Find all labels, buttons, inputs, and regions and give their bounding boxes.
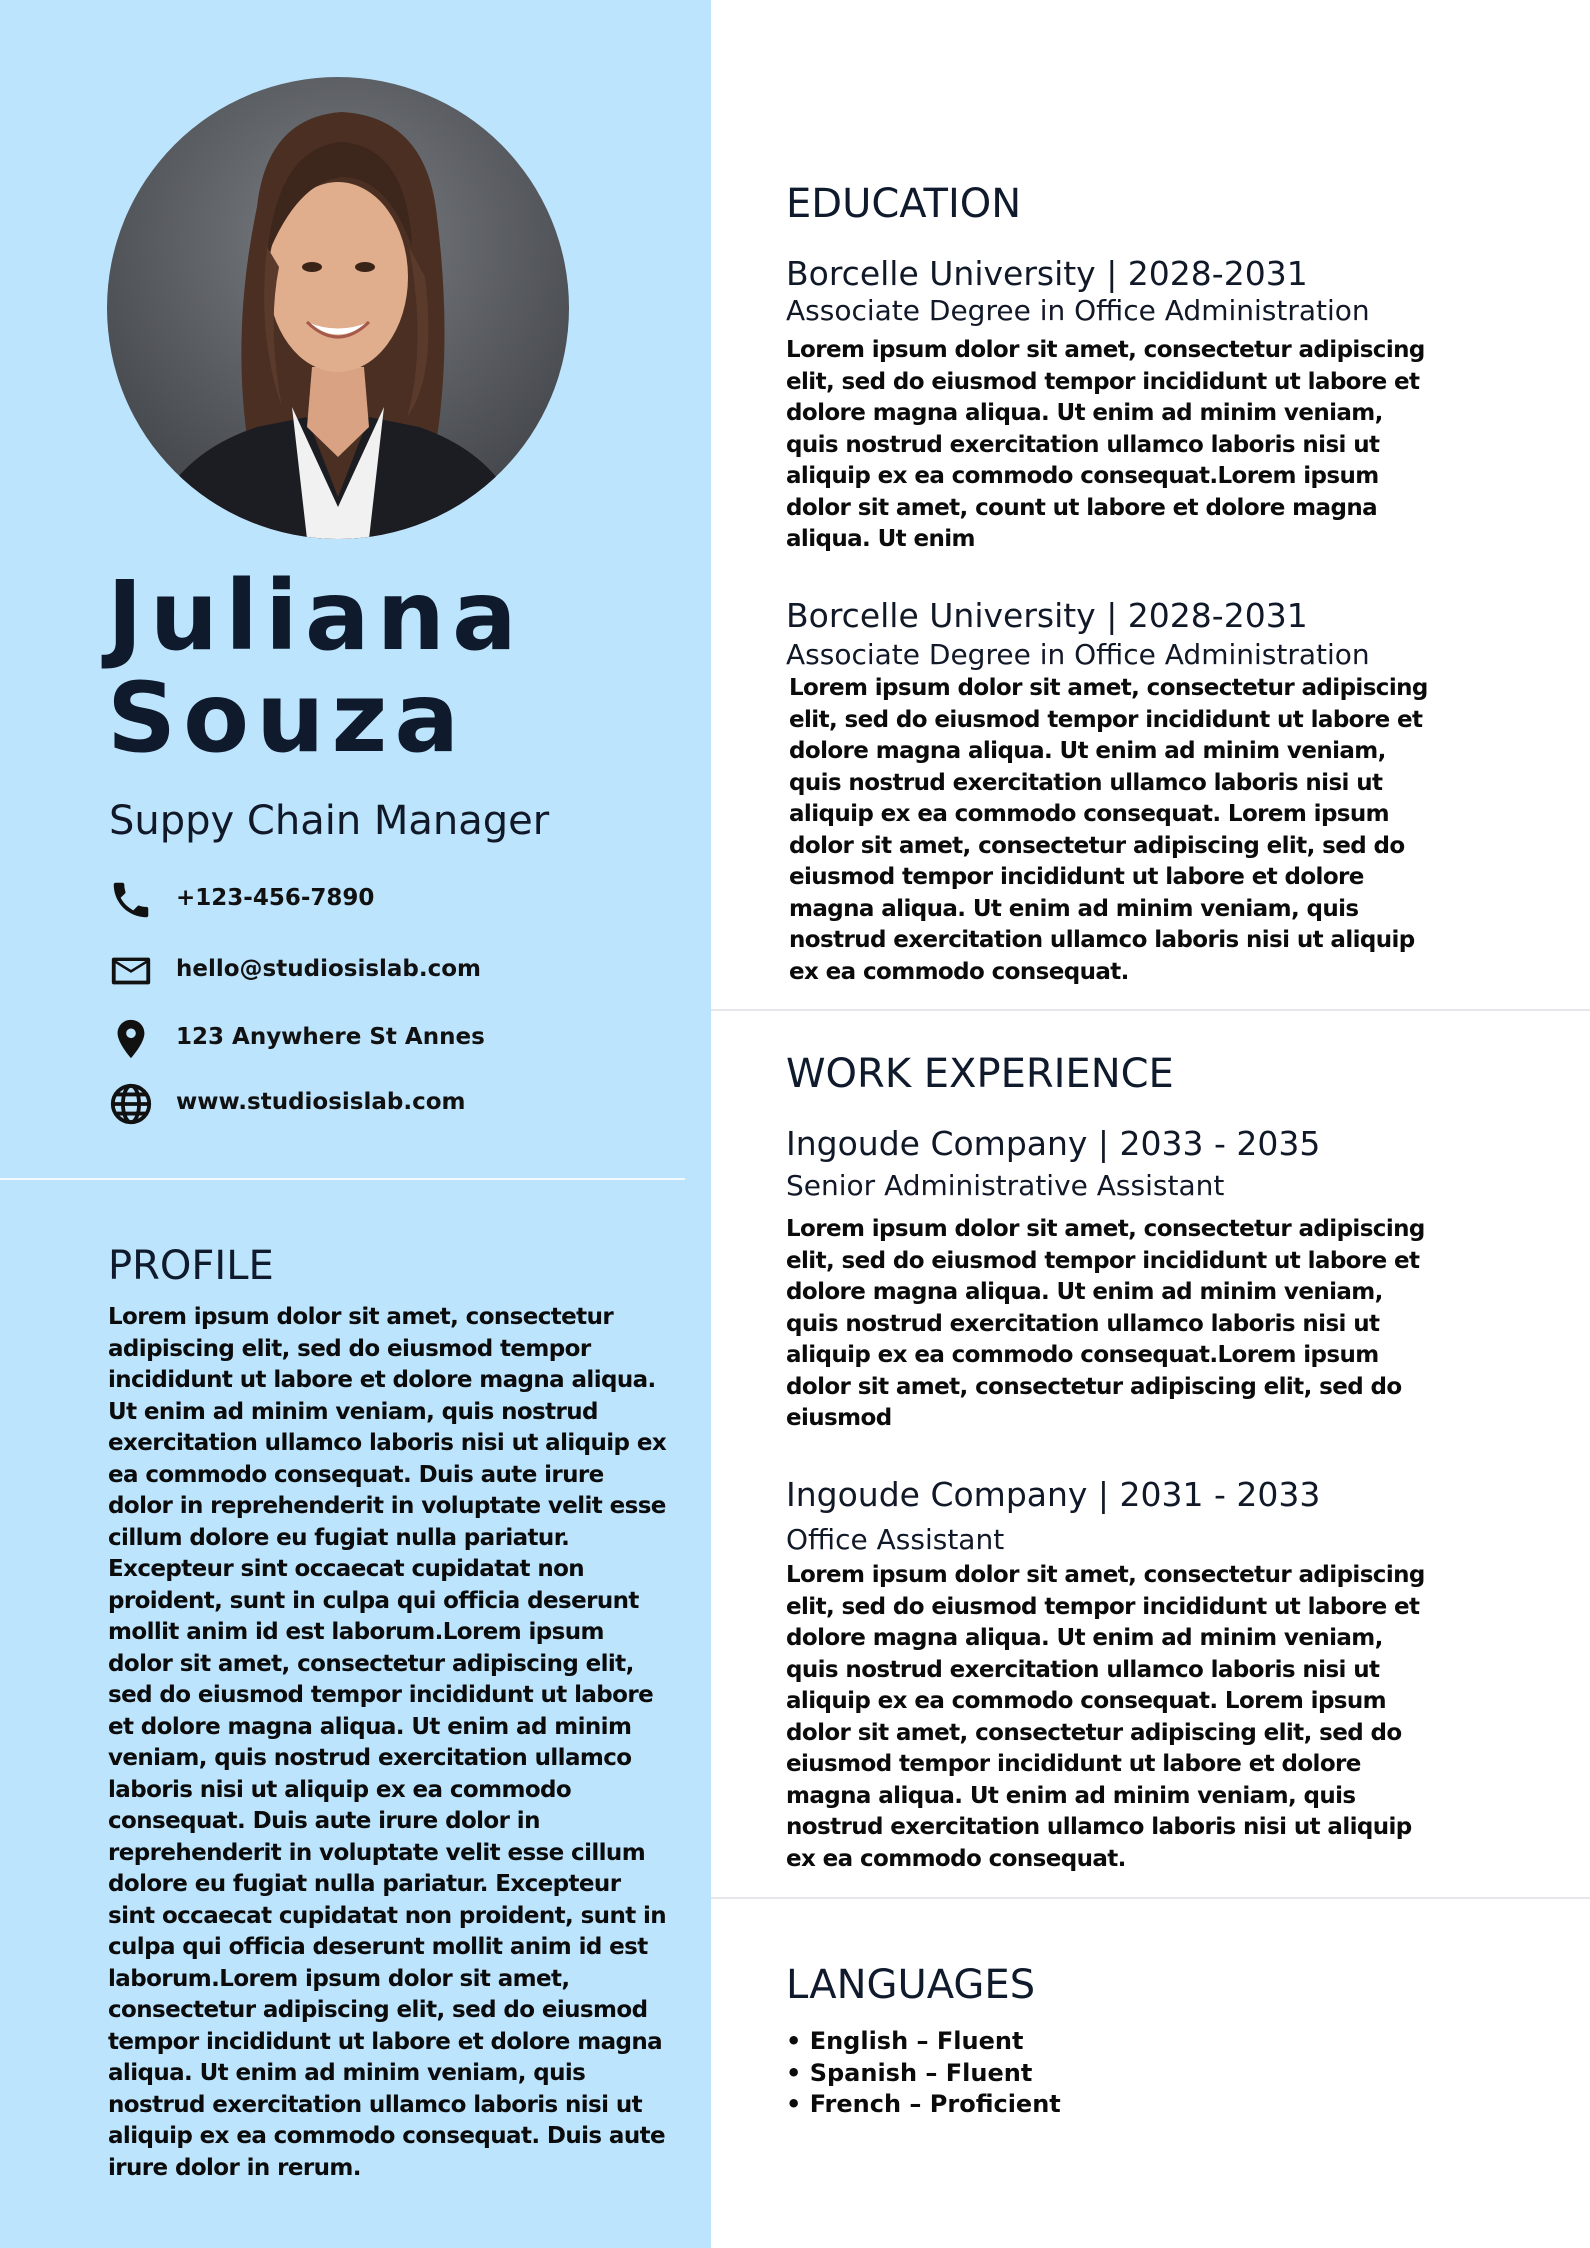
education-entry-title: Borcelle University | 2028-2031 xyxy=(786,596,1308,635)
section-divider xyxy=(711,1009,1590,1011)
education-entry-text: Lorem ipsum dolor sit amet, consectetur adipiscing elit, sed do eiusmod tempor incididunt ut labore et dolore magna aliqua. Ut enim ad minim veniam, quis nostrud exercitation ullamco laboris nisi ut aliquip ex ea commodo consequat.Lorem ipsum dolor sit amet, count ut labore et dolore magna aliqua. Ut enim xyxy=(786,337,1425,552)
first-name: Juliana xyxy=(107,560,524,672)
education-entry-subtitle: Associate Degree in Office Administration xyxy=(786,638,1370,671)
profile-heading: PROFILE xyxy=(108,1243,274,1289)
section-divider xyxy=(711,1897,1590,1899)
contact-email-text: hello@studiosislab.com xyxy=(176,956,482,982)
languages-list xyxy=(786,2026,1061,2121)
experience-entry-title: Ingoude Company | 2031 - 2033 xyxy=(786,1475,1321,1514)
profile-photo xyxy=(107,77,569,539)
candidate-name xyxy=(107,560,524,774)
experience-entry-subtitle: Office Assistant xyxy=(786,1523,1005,1556)
education-entry-title: Borcelle University | 2028-2031 xyxy=(786,254,1308,293)
experience-entry-text: Lorem ipsum dolor sit amet, consectetur adipiscing elit, sed do eiusmod tempor incididunt ut labore et dolore magna aliqua. Ut enim ad minim veniam, quis nostrud exercitation ullamco laboris nisi ut aliquip ex ea commodo consequat.Lorem ipsum dolor sit amet, consectetur adipiscing elit, sed do eiusmod xyxy=(786,1216,1425,1431)
profile-text: Lorem ipsum dolor sit amet, consectetur adipiscing elit, sed do eiusmod tempor incididunt ut labore et dolore magna aliqua. Ut enim ad minim veniam, quis nostrud exercitation ullamco laboris nisi ut aliquip ex ea commodo consequat. Duis aute irure dolor in reprehenderit in voluptate velit esse cillum dolore eu fugiat nulla pariatur. Excepteur sint occaecat cupidatat non proident, sunt in culpa qui officia deserunt mollit anim id est laborum.Lorem ipsum dolor sit amet, consectetur adipiscing elit, sed do eiusmod tempor incididunt ut labore et dolore magna aliqua. Ut enim ad minim veniam, quis nostrud exercitation ullamco laboris nisi ut aliquip ex ea commodo consequat. Duis aute irure dolor in reprehenderit in voluptate velit esse cillum dolore eu fugiat nulla pariatur. Excepteur sint occaecat cupidatat non proident, sunt in culpa qui officia deserunt mollit anim id est laborum.Lorem ipsum dolor sit amet, consectetur adipiscing elit, sed do eiusmod tempor incididunt ut labore et dolore magna aliqua. Ut enim ad minim veniam, quis nostrud exercitation ullamco laboris nisi ut aliquip ex ea commodo consequat. Duis aute irure dolor in rerum. xyxy=(108,1304,667,2181)
contact-address-text: 123 Anywhere St Annes xyxy=(176,1024,485,1050)
education-entry-text: Lorem ipsum dolor sit amet, consectetur adipiscing elit, sed do eiusmod tempor incididunt ut labore et dolore magna aliqua. Ut enim ad minim veniam, quis nostrud exercitation ullamco laboris nisi ut aliquip ex ea commodo consequat. Lorem ipsum dolor sit amet, consectetur adipiscing elit, sed do eiusmod tempor incididunt ut labore et dolore magna aliqua. Ut enim ad minim veniam, quis nostrud exercitation ullamco laboris nisi ut aliquip ex ea commodo consequat. xyxy=(789,675,1428,985)
mail-icon xyxy=(108,948,154,994)
job-title: Suppy Chain Manager xyxy=(109,798,550,844)
education-heading: EDUCATION xyxy=(786,181,1022,227)
contact-phone-text: +123-456-7890 xyxy=(176,885,375,911)
education-entry-subtitle: Associate Degree in Office Administration xyxy=(786,294,1370,327)
language-item: • Spanish – Fluent xyxy=(786,2058,1033,2087)
last-name: Souza xyxy=(107,662,467,774)
work-experience-heading: WORK EXPERIENCE xyxy=(786,1051,1174,1097)
language-item: • French – Proficient xyxy=(786,2090,1061,2118)
experience-entry-title: Ingoude Company | 2033 - 2035 xyxy=(786,1124,1321,1163)
phone-icon xyxy=(108,877,154,923)
contact-website-text: www.studiosislab.com xyxy=(176,1089,466,1115)
location-pin-icon xyxy=(108,1016,154,1062)
globe-icon xyxy=(108,1081,154,1127)
language-item: • English – Fluent xyxy=(786,2027,1024,2055)
experience-entry-subtitle: Senior Administrative Assistant xyxy=(786,1169,1225,1202)
sidebar-divider xyxy=(0,1178,685,1180)
experience-entry-text: Lorem ipsum dolor sit amet, consectetur adipiscing elit, sed do eiusmod tempor incididunt ut labore et dolore magna aliqua. Ut enim ad minim veniam, quis nostrud exercitation ullamco laboris nisi ut aliquip ex ea commodo consequat. Lorem ipsum dolor sit amet, consectetur adipiscing elit, sed do eiusmod tempor incididunt ut labore et dolore magna aliqua. Ut enim ad minim veniam, quis nostrud exercitation ullamco laboris nisi ut aliquip ex ea commodo consequat. xyxy=(786,1562,1425,1872)
languages-heading: LANGUAGES xyxy=(786,1962,1036,2008)
